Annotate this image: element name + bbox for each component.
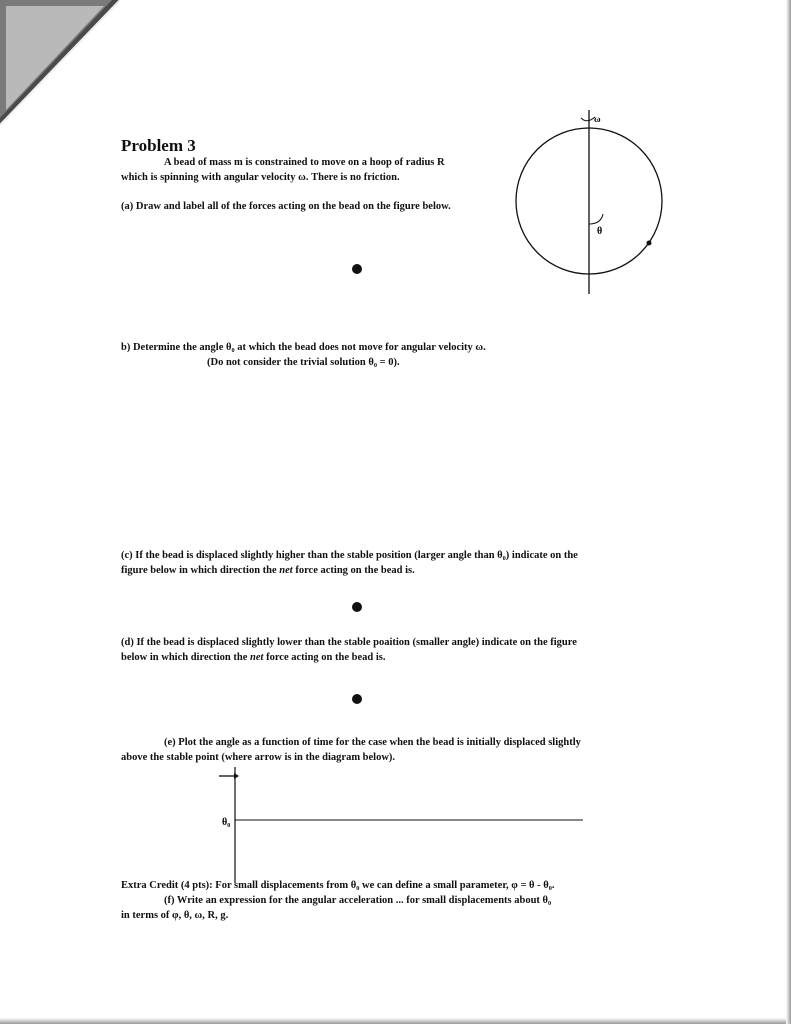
part-d-line-1: (d) If the bead is displaced slightly lower than the stable poaition (smaller angle) indicate on the figure <box>121 637 577 648</box>
extra-credit-line-3: in terms of φ, θ, ω, R, g. <box>121 910 229 921</box>
spin-arrow-icon <box>581 117 595 121</box>
theta-arc <box>589 214 603 224</box>
problem-title: Problem 3 <box>121 136 196 155</box>
plot-y-label: θ₀ <box>222 817 231 828</box>
bead-dot-a <box>352 264 362 274</box>
bead-dot-c <box>352 602 362 612</box>
part-a-text: (a) Draw and label all of the forces acting on the bead on the figure below. <box>121 201 451 212</box>
part-b-line-2: (Do not consider the trivial solution θ₀ = 0). <box>207 357 400 368</box>
page-bottom-edge <box>0 1018 791 1024</box>
extra-credit-line-1: Extra Credit (4 pts): For small displacements from θ₀ we can define a small parameter, φ = θ - θ₀. <box>121 880 555 891</box>
angle-time-plot <box>215 765 595 885</box>
part-e-line-1: (e) Plot the angle as a function of time for the case when the bead is initially displaced slightly <box>164 737 581 748</box>
part-b-line-1: b) Determine the angle θ₀ at which the bead does not move for angular velocity ω. <box>121 342 486 353</box>
omega-label: ω <box>594 114 601 124</box>
theta-label: θ <box>597 226 603 237</box>
intro-line-1: A bead of mass m is constrained to move on a hoop of radius R <box>164 157 445 168</box>
hoop-diagram <box>505 108 675 298</box>
bead-dot-d <box>352 694 362 704</box>
folded-corner <box>0 0 120 130</box>
part-e-line-2: above the stable point (where arrow is in the diagram below). <box>121 752 396 763</box>
part-c-line-2: figure below in which direction the net force acting on the bead is. <box>121 565 415 576</box>
bead-icon <box>647 241 652 246</box>
extra-credit-line-2: (f) Write an expression for the angular acceleration ... for small displacements about θ₀ <box>164 895 552 906</box>
page-right-edge <box>786 0 791 1024</box>
part-c-line-1: (c) If the bead is displaced slightly higher than the stable position (larger angle than θ₀) indicate on the <box>121 550 578 561</box>
intro-line-2: which is spinning with angular velocity ω. There is no friction. <box>121 172 400 183</box>
part-d-line-2: below in which direction the net force acting on the bead is. <box>121 652 386 663</box>
